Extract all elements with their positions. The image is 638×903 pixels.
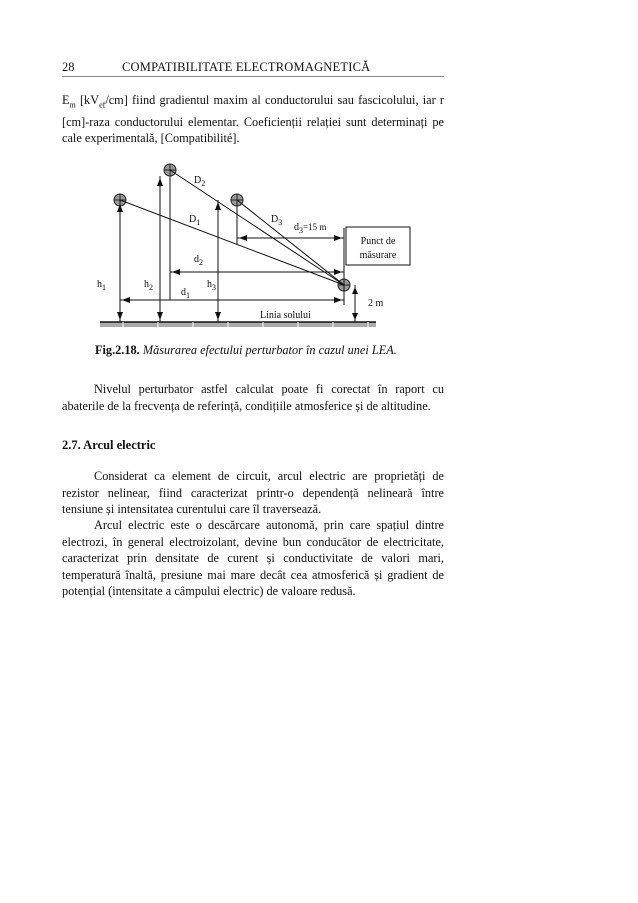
measure-point-label-2: măsurare (359, 250, 397, 261)
paragraph-after-figure: Nivelul perturbator astfel calculat poate fi corectat în raport cu abaterile de la frecvența de referință, condițiile atmosferice și de altitudine. (62, 382, 444, 413)
figure-caption-text: Măsurarea efectului perturbator în cazul unei LEA. (139, 343, 397, 357)
label-h3: $h_3$ (207, 279, 216, 292)
section-number: 2.7. (62, 438, 81, 452)
intro-text: /cm] fiind gradientul maxim al conductorului sau fascicolului, iar r [cm]-raza conductorului elementar. Coeficienții relației sunt determinați pe cale experimentală, [Compatibilité]. (62, 93, 444, 146)
kv-subscript: ef (99, 100, 106, 110)
label-d2: $d_2$ (194, 254, 203, 267)
label-ground-line: Linia solului (260, 310, 311, 321)
kv-unit: [kV (75, 93, 100, 107)
figure-caption (95, 343, 397, 358)
section-title: Arcul electric (80, 438, 156, 452)
running-title: COMPATIBILITATE ELECTROMAGNETICĂ (122, 60, 371, 74)
label-D1: $D_1$ (189, 214, 201, 227)
label-D2: $D_2$ (194, 175, 206, 188)
label-D3: $D_3$ (271, 214, 283, 227)
label-d1: $d_1$ (181, 287, 190, 300)
section-heading (62, 438, 155, 453)
label-d3: $d_3=15$ m (294, 222, 327, 235)
figure-number: Fig.2.18. (95, 343, 140, 357)
paragraph-arc-2: Arcul electric este o descărcare autonomă, prin care spațiul dintre electrozi, în general electroizolant, devine bun conducător de electricitate, caracterizat prin densitate de curent și conductivitate de valori mari, temperatură înaltă, presiune mai mare decât cea atmosferică și gradient de potențial (intensitate a câmpului electric) de valoare redusă. (62, 518, 444, 598)
em-subscript: m (69, 100, 76, 110)
label-h2: $h_2$ (144, 279, 153, 292)
label-2m: 2 m (368, 298, 384, 309)
label-h1: $h_1$ (97, 279, 106, 292)
paragraph-arc-1: Considerat ca element de circuit, arcul electric are proprietăți de rezistor nelinear, fiind caracterizat printr-o dependență nelineară între tensiune și intensitatea curentului care îl traversează. (62, 469, 444, 516)
page-number: 28 (62, 60, 75, 74)
em-symbol: E (62, 93, 70, 107)
measure-point-label-1: Punct de (360, 236, 396, 247)
